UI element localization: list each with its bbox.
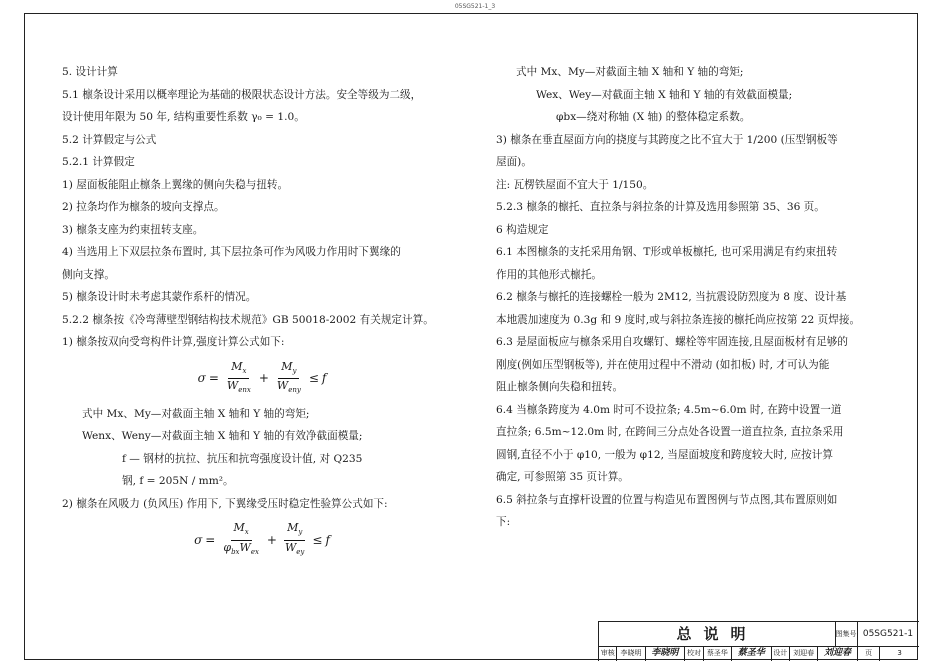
text-line: φbx—绕对称轴 (X 轴) 的整体稳定系数。: [556, 111, 751, 123]
section-heading: 5.2 计算假定与公式: [62, 133, 157, 146]
text-line: 6.4 当檩条跨度为 4.0m 时可不设拉条; 4.5m~6.0m 时, 在跨中设置一道: [496, 403, 842, 416]
text-line: 圆钢,直径不小于 φ10, 一般为 φ12, 当屋面坡度和跨度较大时, 应按计算: [496, 448, 833, 461]
text-line: 作用的其他形式檩托。: [496, 268, 602, 281]
atlas-label: 图集号: [835, 622, 858, 647]
text-line: 3) 檩条支座为约束扭转支座。: [62, 223, 204, 236]
section-heading: 6 构造规定: [496, 223, 549, 236]
text-line: 5) 檩条设计时未考虑其蒙作系杆的情况。: [62, 291, 257, 303]
reviewer-signature: 李晓明: [646, 646, 686, 661]
left-column: [62, 61, 462, 565]
stability-formula: σ = $\frac{M_x}{\varphi_{bx}W_{ex}}$ + $\frac{M_y}{W_{ey}}$ ≤ f: [194, 521, 330, 556]
text-line: 屋面)。: [496, 156, 532, 168]
checker-name: 蔡圣华: [704, 646, 732, 661]
text-line: 钢, f = 205N / mm²。: [122, 475, 234, 488]
text-line: 1) 屋面板能阻止檩条上翼缘的侧向失稳与扭转。: [62, 178, 289, 191]
text-line: 6.1 本图檩条的支托采用角钢、T形或单板檩托, 也可采用满足有约束扭转: [496, 246, 838, 258]
page-number: 3: [897, 649, 902, 657]
text-line: 3) 檩条在垂直屋面方向的挠度与其跨度之比不宜大于 1/200 (压型钢板等: [496, 133, 838, 146]
signature-row: [599, 646, 919, 661]
text-line: f — 钢材的抗拉、抗压和抗弯强度设计值, 对 Q235: [122, 452, 363, 465]
text-line: 下:: [496, 516, 511, 528]
text-line: 6.3 是屋面板应与檩条采用自攻螺钉、螺栓等牢固连接,且屋面板材有足够的: [496, 336, 848, 348]
checker-signature: 蔡圣华: [732, 646, 772, 661]
text-line: 5.2.2 檩条按《冷弯薄壁型钢结构技术规范》GB 50018-2002 有关规定计算。: [62, 313, 434, 326]
text-line: 阻止檩条侧向失稳和扭转。: [496, 381, 624, 393]
section-heading: 5. 设计计算: [62, 66, 118, 78]
design-label: 设计: [772, 646, 790, 661]
right-column: [496, 61, 888, 534]
check-label: 校对: [685, 646, 703, 661]
text-line: 2) 拉条均作为檩条的坡向支撑点。: [62, 201, 225, 213]
drawing-code: 05SG521-1_3: [454, 3, 496, 10]
text-line: 1) 檩条按双向受弯构件计算,强度计算公式如下:: [62, 336, 285, 348]
text-line: 设计使用年限为 50 年, 结构重要性系数 γ₀ = 1.0。: [62, 111, 305, 123]
text-line: 侧向支撑。: [62, 268, 115, 281]
text-line: 5.2.3 檩条的檩托、直拉条与斜拉条的计算及选用参照第 35、36 页。: [496, 201, 825, 213]
text-line: Wex、Wey—对截面主轴 X 轴和 Y 轴的有效截面模量;: [536, 88, 793, 101]
text-line: 5.2.1 计算假定: [62, 156, 135, 168]
drawing-title: 总说明: [599, 622, 836, 647]
page-label: 页: [858, 646, 880, 661]
text-line: 4) 当选用上下双层拉条布置时, 其下层拉条可作为风吸力作用时下翼缘的: [62, 246, 401, 258]
text-line: 式中 Mx、My—对截面主轴 X 轴和 Y 轴的弯矩;: [82, 407, 310, 420]
text-line: 式中 Mx、My—对截面主轴 X 轴和 Y 轴的弯矩;: [516, 66, 744, 78]
text-line: 注: 瓦楞铁屋面不宜大于 1/150。: [496, 178, 654, 191]
text-line: 确定, 可参照第 35 页计算。: [496, 471, 629, 483]
designer-name: 刘迎春: [790, 646, 818, 661]
text-line: 本地震加速度为 0.3g 和 9 度时,或与斜拉条连接的檩托尚应按第 22 页焊接。: [496, 313, 861, 326]
text-line: Wenx、Weny—对截面主轴 X 轴和 Y 轴的有效净截面模量;: [82, 430, 363, 443]
strength-formula: σ = $\frac{M_x}{W_{enx}}$ + $\frac{M_y}{W_{eny}}$ ≤ f: [197, 359, 327, 394]
text-line: 刚度(例如压型钢板等), 并在使用过程中不滑动 (如扣板) 时, 才可认为能: [496, 358, 830, 371]
text-line: 6.5 斜拉条与直撑杆设置的位置与构造见布置图例与节点图,其布置原则如: [496, 493, 838, 506]
review-label: 审核: [599, 646, 617, 661]
text-line: 直拉条; 6.5m~12.0m 时, 在跨间三分点处各设置一道直拉条, 直拉条采用: [496, 426, 844, 438]
text-line: 5.1 檩条设计采用以概率理论为基础的极限状态设计方法。安全等级为二级，: [62, 88, 422, 101]
text-line: 6.2 檩条与檩托的连接螺栓一般为 2M12, 当抗震设防烈度为 8 度、设计基: [496, 291, 847, 303]
title-block: [598, 621, 919, 661]
reviewer-name: 李晓明: [617, 646, 645, 661]
text-line: 2) 檩条在风吸力 (负风压) 作用下, 下翼缘受压时稳定性验算公式如下:: [62, 497, 388, 510]
atlas-number: 05SG521-1: [857, 622, 919, 647]
designer-signature: 刘迎春: [818, 646, 858, 661]
